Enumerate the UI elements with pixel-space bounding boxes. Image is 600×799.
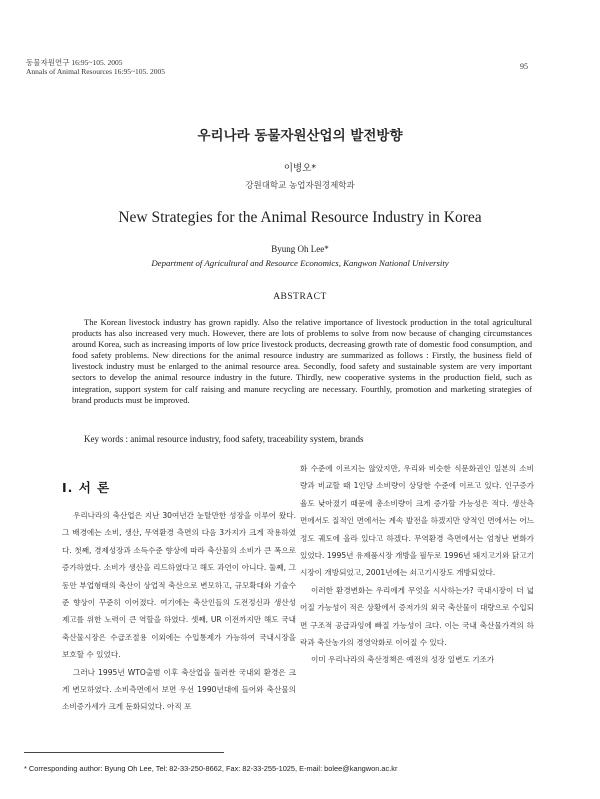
english-affiliation: Department of Agricultural and Resource Economics, Kangwon National University — [151, 258, 449, 268]
body-right-column — [300, 460, 534, 669]
abstract-heading: ABSTRACT — [273, 292, 327, 302]
korean-title: 우리나라 동물자원산업의 발전방향 — [197, 128, 403, 144]
journal-citation-ko: 동물자원연구 16:95~105. 2005 — [26, 58, 123, 67]
paragraph: 화 수준에 이르지는 않았지만, 우리와 비슷한 식문화권인 일본의 소비량과 비교할 때 1인당 소비량이 상당한 수준에 이르고 있다. 인구증가율도 낮아졌기 때문에 총소비량이 크게 증가할 가능성은 적다. 생산측면에서도 질적인 면에서는 계속 발전을 하겠지만 양적인 면에서는 어느 정도 궤도에 올라 있다고 하겠다. 무역환경 측면에서는 엄청난 변화가 있었다. 1995년 유제품시장 개방을 필두로 1996년 돼지고기와 닭고기시장이 개방되었고, 2001년에는 쇠고기시장도 개방되었다. — [300, 464, 535, 578]
paragraph: 이미 우리나라의 축산정책은 예전의 성장 일변도 기조가 — [311, 655, 495, 665]
paragraph: 그러나 1995년 WTO출범 이후 축산업을 둘러싼 국내외 환경은 크게 변모하였다. 소비측면에서 보면 우선 1990년대에 들어와 축산물의 소비증가세가 크게 둔화되었다. 아직 포 — [62, 667, 296, 712]
body-left-column — [62, 507, 296, 716]
section-heading-introduction: Ⅰ. 서 론 — [62, 480, 111, 495]
korean-affiliation: 강원대학교 농업자원경제학과 — [245, 181, 355, 191]
korean-author: 이병오* — [283, 163, 317, 174]
abstract-text: The Korean livestock industry has grown rapidly. Also the relative importance of livestock production in the total agricultural products has also increased very much. However, there are lots of problems to solve from now because of changing circumstances around Korea, such as increasing imports of low price livestock products, decreasing growth rate of domestic food consumption, and food safety problems. New directions for the animal resource industry are summarized as follows : Firstly, the business field of livestock industry must be enlarged to the animal resource area. Secondly, food safety and sustainable system are very important sectors to develop the animal resource industry in the future. Thirdly, new cooperative systems in the production field, such as integration, support system for calf raising and manure recycling are necessary. Fourthly, promotion and marketing strategies of brand products must be improved. — [72, 317, 532, 405]
page-number: 95 — [520, 62, 528, 71]
footnote-corresponding-author: * Corresponding author: Byung Oh Lee, Tel: 82-33-250-8662, Fax: 82-33-255-1025, E-mail: bolee@kangwon.ac.kr — [24, 764, 398, 773]
keywords: Key words : animal resource industry, food safety, traceability system, brands — [84, 434, 364, 444]
english-title: New Strategies for the Animal Resource Industry in Korea — [118, 209, 482, 226]
paragraph: 이러한 환경변화는 우리에게 무엇을 시사하는가? 국내시장이 더 넓어질 가능성이 적은 상황에서 증저가의 외국 축산물이 대량으로 수입되면 구조적 공급과잉에 빠질 가능성이 크다. 이는 국내 축산물가격의 하락과 축산농가의 경영악화로 이어질 수 있다. — [300, 585, 534, 648]
footnote-divider — [24, 752, 224, 753]
paragraph: 우리나라의 축산업은 지난 30여년간 눈탈만한 성장을 이루어 왔다. 그 배경에는 소비, 생산, 무역환경 측면의 다음 3가지가 크게 작용하였다. 첫째, 경제성장과 소득수준 향상에 따라 축산물의 소비가 큰 폭으로 증가하였다. 소비가 생산을 리드하였다고 해도 과언이 아니다. 둘째, 그동안 부업형태의 축산이 상업적 축산으로 변모하고, 규모확대와 기술수준 향상이 꾸준히 이어졌다. 여기에는 축산인들의 도전정신과 생산성 제고를 위한 노력이 큰 역할을 하였다. 셋째, UR 이전까지만 해도 국내 축산물시장은 수급조절용 이외에는 수입통제가 가능하여 국내시장을 보호할 수 있었다. — [62, 511, 296, 660]
journal-citation-en: Annals of Animal Resources 16:95~105. 2005 — [26, 67, 166, 76]
english-author: Byung Oh Lee* — [271, 244, 329, 254]
